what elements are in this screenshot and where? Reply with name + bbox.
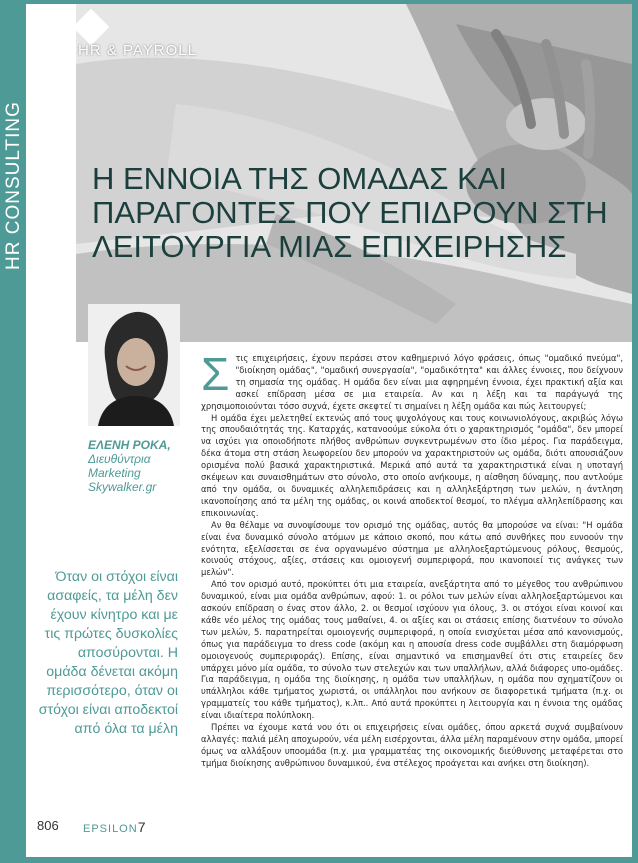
- author-block: [88, 438, 188, 494]
- title-line: ΛΕΙΤΟΥΡΓΙΑ ΜΙΑΣ ΕΠΙΧΕΙΡΗΣΗΣ: [92, 229, 567, 264]
- vertical-section-label: [3, 101, 24, 290]
- vertical-section-text: HR CONSULTING: [3, 101, 24, 270]
- author-portrait-illustration: [88, 304, 180, 426]
- magazine-name: [83, 819, 146, 835]
- pull-quote-text: Όταν οι στόχοι είναι ασαφείς, τα μέλη δεν έχουν κίνητρο και με τις πρώτες δυσκολίες αποσύρονται. Η ομάδα δένεται ακόμη περισσότερο, όταν οι στόχοι είναι αποδεκτοί από όλα τα μέλη: [38, 569, 178, 737]
- pull-quote: [36, 568, 178, 739]
- author-role: Διευθύντρια: [88, 452, 151, 466]
- section-label: HR & PAYROLL: [78, 42, 197, 59]
- body-paragraph: Πρέπει να έχουμε κατά νου ότι οι επιχειρήσεις είναι ομάδες, όπου αρκετά συχνά συμβαίνουν αλλαγές: παλιά μέλη αποχωρούν, νέα μέλη εισέρχονται, άλλα μέλη παραμένουν στην ομάδα, μπορεί όμως να αλλάξουν υποομάδα (π.χ. μια γραμματέας της οικονομικής διεύθυνσης μεταφέρεται στο τμήμα διοίκησης ανθρώπινου δυναμικού, ένα στέλεχος προάγεται και ανήκει στη διοίκηση).: [201, 722, 623, 768]
- article-title: [92, 162, 612, 264]
- article-body: [201, 348, 623, 770]
- author-name: ΕΛΕΝΗ ΡΟΚΑ,: [88, 438, 171, 452]
- magazine-issue: 7: [137, 819, 147, 835]
- body-paragraph: Αν θα θέλαμε να συνοψίσουμε τον ορισμό της ομάδας, αυτός θα μπορούσε να είναι: "Η ομάδα είναι ένα δυναμικό σύνολο ατόμων με κάποιο σκοπό, που κάτω από συνθήκες που ευνοούν την ενότητα, εξελίσσεται σε ένα οργανωμένο σύστημα με αλληλοεξαρτώμενους ρόλους, θεσμούς, κοινούς στόχους, αξίες, στάσεις και ομοιογενή συμπεριφορά, που ικανοποιεί τις ανάγκες των μελών".: [201, 519, 623, 578]
- author-photo: [88, 304, 180, 426]
- right-accent-bar: [632, 0, 638, 863]
- body-paragraph: Η ομάδα έχει μελετηθεί εκτενώς από τους ψυχολόγους και τους κοινωνιολόγους, ακριβώς λόγω της σπουδαιότητάς της. Καταρχάς, κατανοούμε εύκολα ότι ο χαρακτηρισμός "ομάδα", δεν μπορεί να ισχύει για οποιοδήποτε πλήθος ανθρώπων συγκεντρωμένων στο ίδιο μέρος. Για παράδειγμα, δέκα άτομα στη στάση λεωφορείου δεν μπορούν να χαρακτηριστούν ως ομάδα, διότι απουσιάζουν ορισμένα πολύ βασικά χαρακτηριστικά. Μερικά από αυτά τα χαρακτηριστικά είναι η υποταγή σκέψεων και συναισθημάτων στο σύνολο, στο οποίο ανήκουμε, η αίσθηση δύναμης, που αντλούμε από την ομάδα, οι δυναμικές αλληλεπιδράσεις και η αλληλεξάρτηση των μελών, η άντληση ικανοποίησης από τα μέλη της ομάδας, οι κοινά αποδεκτοί θεσμοί, το πλέγμα αλληλεπίδρασης και επικοινωνίας.: [201, 412, 623, 518]
- author-department: Marketing: [88, 466, 141, 480]
- page-number: 806: [37, 818, 59, 833]
- body-paragraph: τις επιχειρήσεις, έχουν περάσει στον καθημερινό λόγο φράσεις, όπως "ομαδικό πνεύμα", "διοίκηση ομάδας", "ομαδική συνεργασία", "ομαδικότητα" και άλλες έννοιες, που δείχνουν τη σημασία της ομάδας. Η ομάδα δεν είναι μια αφηρημένη έννοια, έχει πρακτική αξία και ασκεί επίδραση μέσα σε μια εταιρεία. Αν και η λέξη και τα παράγωγά της χρησιμοποιούνται τόσο συχνά, έχετε σκεφτεί τι σημαίνει η λέξη ομάδα και πώς λειτουργεί;: [201, 353, 623, 411]
- author-company: Skywalker.gr: [88, 480, 157, 494]
- title-line: ΠΑΡΑΓΟΝΤΕΣ ΠΟΥ ΕΠΙΔΡΟΥΝ ΣΤΗ: [92, 195, 608, 230]
- drop-cap: Σ: [201, 348, 230, 400]
- bottom-accent-bar: [0, 857, 638, 863]
- magazine-title: EPSILON: [83, 823, 138, 835]
- body-paragraph: Από τον ορισμό αυτό, προκύπτει ότι μια εταιρεία, ανεξάρτητα από το μέγεθος του ανθρώπινου δυναμικού, είναι μια ομάδα ανθρώπων, αφού: 1. οι ρόλοι των μελών είναι αλληλοεξαρτώμενοι και ασκούν επίδραση ο ένας στον άλλο, 2. οι θεσμοί ισχύουν για όλους, 3. οι στόχοι είναι κοινοί και κάθε νέο μέλος της ομάδας τους μαθαίνει, 4. οι αξίες και οι στάσεις επίσης διατνέουν το σύνολο των μελών, 5. παρατηρείται ομοιογενής συμπεριφορά, η οποία ενισχύεται μέσα από κανονισμούς, όπως για παράδειγμα το dress code (ακόμη και η απουσία dress code συμβάλλει στη διαμόρφωση ομοιογενούς συμπεριφοράς). Επίσης, είναι σημαντικό να επισημανθεί ότι στις εταιρείες δεν υπάρχει μόνο μία ομάδα, το σύνολο των στελεχών και των υπαλλήλων, αλλά διάφορες υπο-ομάδες. Για παράδειγμα, η ομάδα της διοίκησης, η ομάδα των υπαλλήλων, η ομάδα που σχηματίζουν οι υπάλληλοι κάθε τμήματος χωριστά, οι υπάλληλοι που ανήκουν σε διαφορετικά τμήματα (π.χ. οι γραμματείς του κάθε τμήματος), κ.λπ.. Από αυτά προκύπτει η λειτουργία και η έννοια της ομάδας είναι ιδιαίτερα πολύπλοκη.: [201, 579, 623, 721]
- title-line: Η ΕΝΝΟΙΑ ΤΗΣ ΟΜΑΔΑΣ ΚΑΙ: [92, 161, 508, 196]
